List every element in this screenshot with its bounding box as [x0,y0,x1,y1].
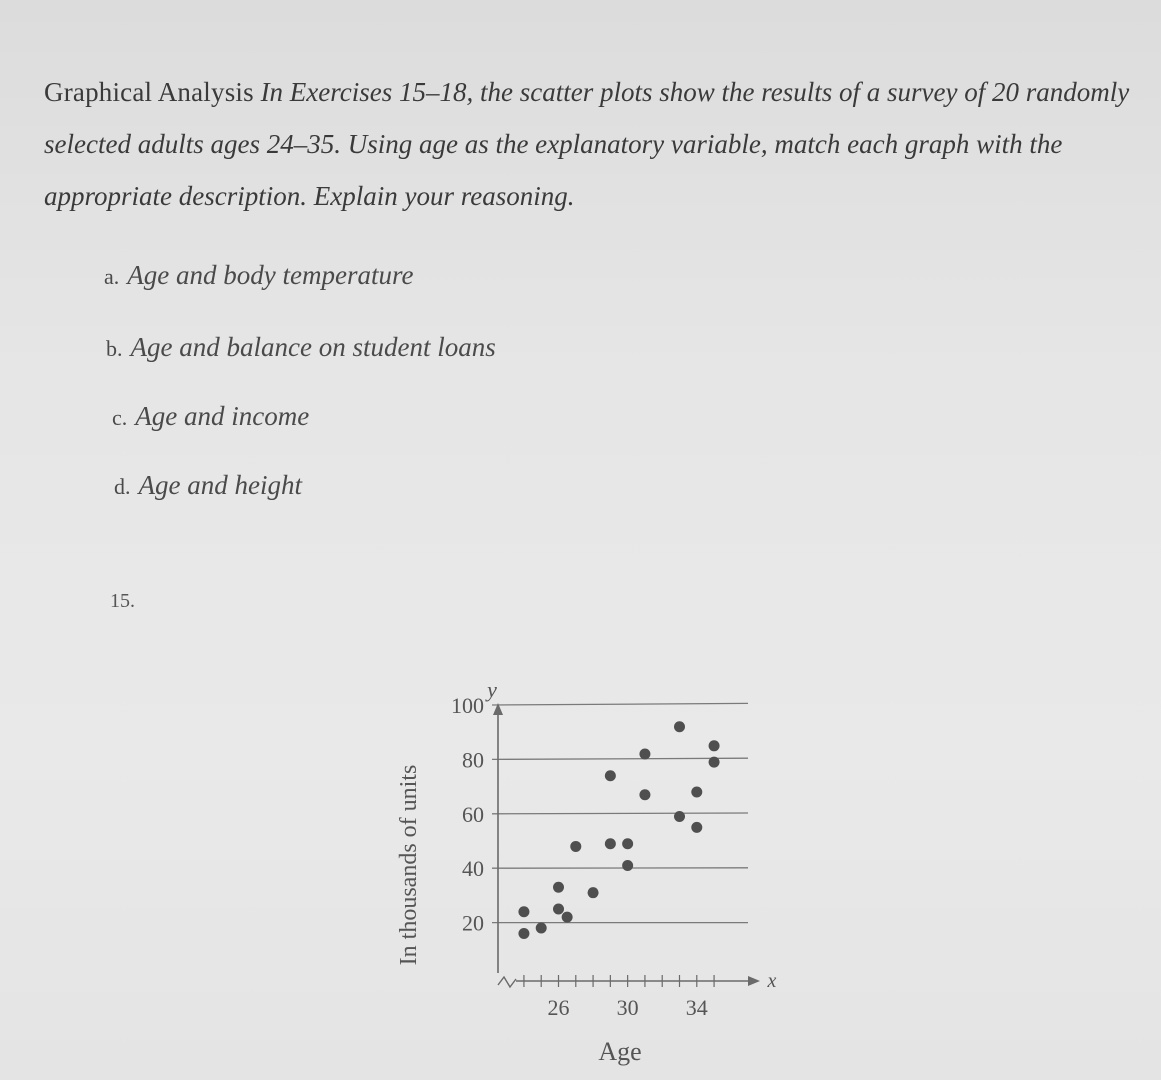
option-text: Age and balance on student loans [130,332,496,362]
y-tick-label: 20 [462,910,484,936]
x-axis-title: Age [598,1037,642,1066]
option-letter: a. [104,264,120,289]
data-point [518,906,529,917]
axis-break [498,977,516,987]
option-text: Age and body temperature [127,260,414,290]
data-point [674,721,685,732]
x-axis-symbol: x [767,970,777,992]
option-text: Age and height [138,470,302,500]
data-point [553,904,564,915]
y-tick-label: 80 [462,747,484,773]
data-point [605,838,616,849]
data-point [691,822,702,833]
data-point [639,789,650,800]
option-c [112,401,309,432]
option-b [106,332,496,363]
x-tick-label: 30 [616,995,639,1020]
data-point [709,757,720,768]
y-tick-label: 40 [462,856,484,882]
option-text: Age and income [135,401,310,431]
data-points [518,721,719,939]
x-tick-label: 26 [547,995,570,1020]
data-point [536,923,547,934]
option-letter: c. [112,405,128,430]
gridline-y [492,813,748,814]
intro-paragraph [44,66,1144,222]
data-point [553,882,564,893]
option-letter: d. [114,474,131,499]
data-point [605,770,616,781]
y-tick-labels [451,693,484,936]
exercise-number: 15. [110,590,135,612]
x-axis-arrow [748,976,760,986]
y-tick-label: 60 [462,801,484,827]
x-tick-labels [548,995,708,1020]
section-heading: Graphical Analysis [44,77,254,107]
instructions-text: In Exercises 15–18, the scatter plots show the results of a survey of 20 randomly selected adults ages 24–35. Using age as the explanatory variable, match each graph with the appropriate description. Explain your reasoning. [44,77,1130,211]
data-point [570,841,581,852]
data-point [622,860,633,871]
option-d [114,470,302,501]
option-a [104,260,413,291]
data-point [622,838,633,849]
data-point [691,787,702,798]
y-tick-label: 100 [451,693,484,718]
y-axis-symbol: y [487,677,497,702]
x-tick-label: 34 [685,995,708,1020]
option-letter: b. [106,336,123,361]
y-axis-title: In thousands of units [396,764,422,966]
gridline-y [492,703,748,705]
data-point [588,887,599,898]
data-point [639,748,650,759]
data-point [562,912,573,923]
data-point [674,811,685,822]
data-point [518,928,529,939]
gridlines [492,703,748,922]
data-point [709,740,720,751]
scatter-plot [380,665,800,1075]
